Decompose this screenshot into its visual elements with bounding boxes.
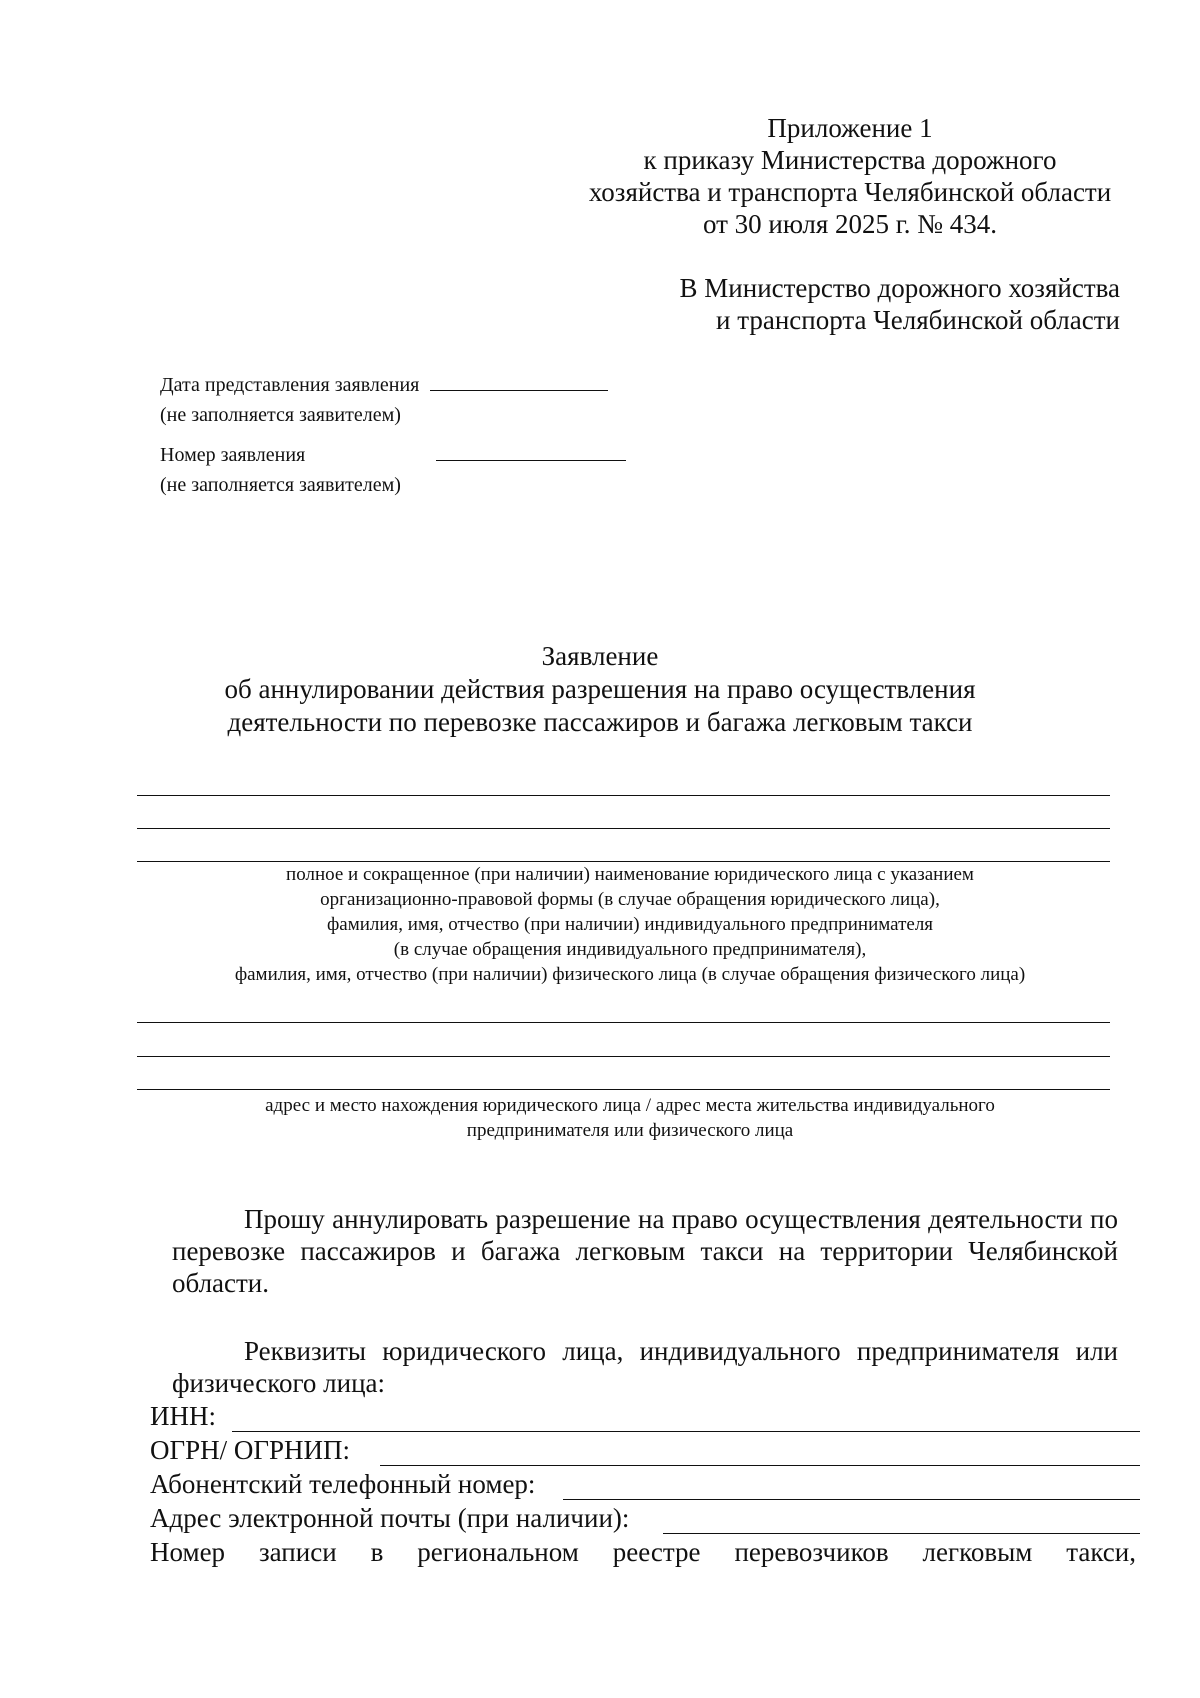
- name-caption-line: фамилия, имя, отчество (при наличии) физического лица (в случае обращения физического лица): [234, 964, 1026, 985]
- applicant-address-line-2[interactable]: [137, 1056, 1110, 1057]
- submission-date-row: [160, 370, 608, 400]
- document-title: [200, 640, 1000, 739]
- ogrn-label: ОГРН/ ОГРНИП:: [150, 1435, 350, 1465]
- phone-label: Абонентский телефонный номер:: [150, 1469, 536, 1499]
- appendix-line-1: Приложение 1: [767, 113, 933, 143]
- name-caption-line: организационно-правовой формы (в случае обращения юридического лица),: [320, 889, 940, 910]
- name-caption-line: (в случае обращения индивидуального предпринимателя),: [393, 939, 867, 960]
- name-caption-line: полное и сокращенное (при наличии) наименование юридического лица с указанием: [286, 864, 974, 885]
- email-label: Адрес электронной почты (при наличии):: [150, 1503, 630, 1533]
- phone-row: [150, 1468, 1140, 1500]
- application-number-blank[interactable]: [436, 442, 626, 461]
- inn-row: [150, 1400, 1140, 1432]
- appendix-header: [560, 112, 1140, 240]
- request-paragraph: Прошу аннулировать разрешение на право осуществления деятельности по перевозке пассажиров и багажа легковым такси на территории Челябинской области.: [172, 1204, 1118, 1298]
- submission-date-note: (не заполняется заявителем): [160, 404, 401, 426]
- submission-date-label: Дата представления заявления: [160, 374, 420, 396]
- appendix-line-4: от 30 июля 2025 г. № 434.: [702, 209, 998, 239]
- applicant-name-line-1[interactable]: [137, 795, 1110, 796]
- inn-field[interactable]: [232, 1407, 1140, 1432]
- title-line-2: об аннулировании действия разрешения на право осуществления: [224, 674, 976, 704]
- applicant-address-line-1[interactable]: [137, 1022, 1110, 1023]
- email-field[interactable]: [663, 1509, 1140, 1534]
- title-line-3: деятельности по перевозке пассажиров и багажа легковым такси: [227, 707, 973, 737]
- appendix-line-3: хозяйства и транспорта Челябинской области: [588, 177, 1112, 207]
- name-caption-line: фамилия, имя, отчество (при наличии) индивидуального предпринимателя: [326, 914, 934, 935]
- submission-date-blank[interactable]: [430, 372, 608, 391]
- applicant-address-line-3[interactable]: [137, 1089, 1110, 1090]
- ogrn-field[interactable]: [380, 1441, 1140, 1466]
- ogrn-row: [150, 1434, 1140, 1466]
- addressee-block: [600, 272, 1120, 336]
- phone-field[interactable]: [563, 1475, 1140, 1500]
- applicant-name-caption: [150, 862, 1110, 987]
- application-number-row: [160, 440, 626, 470]
- application-number-label: Номер заявления: [160, 444, 306, 466]
- addressee-line-1: В Министерство дорожного хозяйства: [679, 273, 1120, 303]
- applicant-name-line-2[interactable]: [137, 828, 1110, 829]
- application-number-note: (не заполняется заявителем): [160, 474, 401, 496]
- email-row: [150, 1502, 1140, 1534]
- address-caption-line: адрес и место нахождения юридического лица / адрес места жительства индивидуального: [265, 1095, 995, 1116]
- addressee-line-2: и транспорта Челябинской области: [716, 305, 1120, 335]
- details-heading: Реквизиты юридического лица, индивидуального предпринимателя или физического лица:: [172, 1336, 1118, 1398]
- address-caption-line: предпринимателя или физического лица: [466, 1120, 794, 1141]
- applicant-address-caption: [150, 1093, 1110, 1143]
- inn-label: ИНН:: [150, 1401, 216, 1431]
- appendix-line-2: к приказу Министерства дорожного: [643, 145, 1057, 175]
- registry-record-line: Номер записи в региональном реестре перевозчиков легковым такси,: [150, 1537, 1136, 1567]
- title-line-1: Заявление: [541, 641, 659, 671]
